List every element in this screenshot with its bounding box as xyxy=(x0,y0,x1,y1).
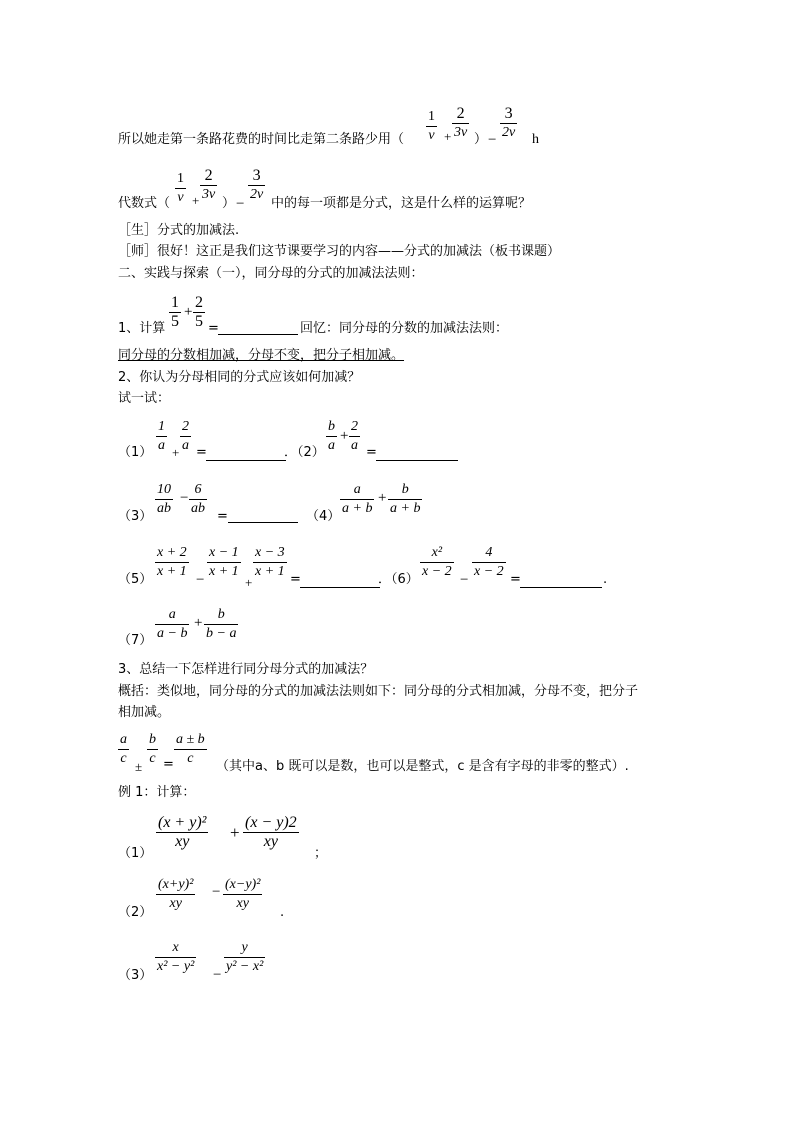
denominator: x − 2 xyxy=(474,564,504,579)
exercise-7-label: （7） xyxy=(118,633,153,648)
fraction xyxy=(349,418,360,455)
numerator: 3 xyxy=(504,105,513,122)
line2-prefix: 代数式（ xyxy=(118,196,171,211)
plus-sign: + xyxy=(194,615,203,631)
numerator: 10 xyxy=(157,482,171,497)
fraction xyxy=(180,418,191,455)
fraction xyxy=(388,481,422,518)
numerator: b xyxy=(328,419,335,434)
numerator: 6 xyxy=(194,482,202,497)
minus-sign: − xyxy=(236,196,245,212)
fraction xyxy=(156,876,195,913)
numerator: 3 xyxy=(252,167,261,184)
equals-sign: = xyxy=(208,321,219,336)
denominator: x + 1 xyxy=(209,564,239,579)
plus-sign: + xyxy=(230,823,240,842)
equals-sign: = xyxy=(196,445,207,460)
numerator: 2 xyxy=(456,105,465,122)
minus-sign: − xyxy=(180,490,189,506)
denominator: xy xyxy=(156,832,208,851)
fraction xyxy=(207,544,241,581)
minus-sign: − xyxy=(213,967,222,983)
numerator: 2 xyxy=(182,419,189,434)
exercise-4-label: （4） xyxy=(306,509,341,524)
numerator: b xyxy=(149,732,156,747)
numerator: y xyxy=(241,940,248,955)
plus-sign: + xyxy=(340,428,349,444)
denominator: c xyxy=(174,749,207,768)
numerator: (x−y)² xyxy=(225,877,261,892)
fraction xyxy=(243,814,299,851)
example-title: 例 1：计算： xyxy=(118,785,196,800)
numerator: (x − y)2 xyxy=(245,814,297,831)
item2-question: 2、你认为分母相同的分式应该如何加减？ xyxy=(118,370,361,385)
minus-sign: − xyxy=(488,132,497,148)
fraction-result xyxy=(174,731,207,768)
fraction-1-over-v xyxy=(175,170,186,207)
plus-sign: + xyxy=(245,575,253,590)
fraction-3-over-2v xyxy=(500,105,517,142)
denominator: x + 1 xyxy=(157,564,187,579)
numerator: 4 xyxy=(485,545,493,560)
numerator: x² xyxy=(431,545,443,560)
fraction xyxy=(156,418,167,455)
line1-text: 所以她走第一条路花费的时间比走第二条路少用（ xyxy=(118,132,405,147)
numerator: 1 xyxy=(428,109,435,124)
item3-question: 3、总结一下怎样进行同分母分式的加减法？ xyxy=(118,662,374,677)
minus-sign: − xyxy=(212,884,221,900)
denominator: c xyxy=(118,749,129,768)
numerator: (x + y)² xyxy=(158,814,207,831)
equals-sign: = xyxy=(290,572,301,587)
denominator: ab xyxy=(191,501,205,516)
numerator: b xyxy=(401,482,409,497)
numerator: x − 3 xyxy=(255,545,285,560)
plus-sign: + xyxy=(192,193,200,208)
denominator: 2v xyxy=(502,125,516,140)
summary-line-1: 概括：类似地，同分母的分式的加减法法则如下：同分母的分式相加减，分母不变，把分子 xyxy=(118,684,639,699)
semicolon: ； xyxy=(314,846,328,861)
fraction-a-over-c xyxy=(118,731,129,768)
plus-sign: + xyxy=(184,304,193,320)
numerator: x + 2 xyxy=(157,545,187,560)
denominator: a xyxy=(158,438,165,453)
plus-sign: + xyxy=(444,129,452,144)
numerator: 1 xyxy=(171,294,179,311)
equals-sign: = xyxy=(217,509,228,524)
numerator: a xyxy=(120,732,127,747)
example-1-label: （1） xyxy=(118,846,153,861)
teacher-line: ［师］很好！这正是我们这节课要学习的内容——分式的加减法（板书课题） xyxy=(118,244,561,259)
line1-close-paren: ） xyxy=(474,132,488,147)
fraction xyxy=(155,481,173,518)
fraction-2-over-3v xyxy=(200,167,217,204)
fraction-1-over-5 xyxy=(169,294,181,331)
unit-hours: h xyxy=(532,132,539,147)
fraction-2-over-3v xyxy=(452,105,469,142)
exercise-6-label: ．（6） xyxy=(378,572,419,587)
period: . xyxy=(603,572,608,587)
formula-note: （其中a、b 既可以是数，也可以是整式，c 是含有字母的非零的整式）. xyxy=(216,759,629,774)
denominator: v xyxy=(426,126,437,145)
fraction xyxy=(189,481,207,518)
denominator: c xyxy=(147,749,158,768)
denominator: a − b xyxy=(157,626,188,641)
denominator: xy xyxy=(156,894,195,913)
fraction xyxy=(204,606,238,643)
recall-text: 回忆：同分母的分数的加减法法则： xyxy=(300,321,509,336)
denominator: x − 2 xyxy=(422,564,452,579)
numerator: 1 xyxy=(177,171,184,186)
denominator: b − a xyxy=(206,626,237,641)
fraction-2-over-5 xyxy=(193,294,205,331)
denominator: 2v xyxy=(250,187,264,202)
plus-sign: + xyxy=(378,490,387,506)
fraction xyxy=(223,876,262,913)
summary-line-2: 相加减。 xyxy=(118,705,171,720)
fraction xyxy=(326,418,337,455)
fraction xyxy=(420,544,454,581)
numerator: a xyxy=(353,482,361,497)
item1-label: 1、计算 xyxy=(118,321,166,336)
numerator: a xyxy=(168,607,176,622)
denominator: a + b xyxy=(390,501,421,516)
numerator: (x+y)² xyxy=(158,877,194,892)
denominator: 3v xyxy=(454,125,468,140)
minus-sign: − xyxy=(196,572,205,588)
exercise-1-label: （1） xyxy=(118,445,153,460)
fraction xyxy=(155,606,189,643)
example-3-label: （3） xyxy=(118,968,153,983)
example-2-label: （2） xyxy=(118,905,153,920)
fraction xyxy=(472,544,506,581)
answer-blank[interactable] xyxy=(218,320,298,335)
numerator: b xyxy=(217,607,225,622)
denominator: a + b xyxy=(342,501,373,516)
numerator: x − 1 xyxy=(209,545,239,560)
plus-sign: + xyxy=(172,445,180,460)
numerator: 2 xyxy=(204,167,213,184)
answer-blank[interactable] xyxy=(228,508,298,523)
denominator: 5 xyxy=(195,313,203,330)
denominator: a xyxy=(328,438,335,453)
numerator: x xyxy=(172,940,179,955)
answer-blank[interactable] xyxy=(376,446,458,461)
numerator: 1 xyxy=(158,419,165,434)
denominator: a xyxy=(351,438,358,453)
denominator: xy xyxy=(243,832,299,851)
fraction xyxy=(155,544,189,581)
denominator: x + 1 xyxy=(255,564,285,579)
line2-suffix: 中的每一项都是分式，这是什么样的运算呢？ xyxy=(271,196,532,211)
answer-blank[interactable] xyxy=(206,446,286,461)
answer-blank[interactable] xyxy=(520,573,602,588)
fraction xyxy=(340,481,374,518)
section-heading: 二、实践与探索（一），同分母的分式的加减法法则： xyxy=(118,266,424,281)
try-it-label: 试一试： xyxy=(118,391,171,406)
fraction-3-over-2v xyxy=(248,167,265,204)
fraction xyxy=(253,544,287,581)
denominator: a xyxy=(182,438,189,453)
exercise-3-label: （3） xyxy=(118,509,153,524)
fraction xyxy=(156,814,208,851)
fraction-b-over-c xyxy=(147,731,158,768)
fraction xyxy=(155,939,196,976)
numerator: a ± b xyxy=(176,732,205,747)
equals-sign: = xyxy=(163,757,174,772)
denominator: v xyxy=(175,188,186,207)
denominator: y² − x² xyxy=(226,959,264,974)
denominator: 3v xyxy=(202,187,216,202)
line2-close-paren: ） xyxy=(222,196,236,211)
exercise-2-label: ．（2） xyxy=(284,445,325,460)
equals-sign: = xyxy=(510,572,521,587)
student-answer: ［生］分式的加减法. xyxy=(118,223,240,238)
fraction-1-over-v xyxy=(426,108,437,145)
answer-blank[interactable] xyxy=(300,573,380,588)
denominator: 5 xyxy=(171,313,179,330)
denominator: xy xyxy=(223,894,262,913)
plus-minus-sign: ± xyxy=(135,759,143,774)
denominator: x² − y² xyxy=(157,959,195,974)
exercise-5-label: （5） xyxy=(118,572,153,587)
equals-sign: = xyxy=(366,445,377,460)
period: . xyxy=(280,905,285,920)
numerator: 2 xyxy=(351,419,358,434)
fraction xyxy=(224,939,265,976)
minus-sign: − xyxy=(460,572,469,588)
numerator: 2 xyxy=(195,294,203,311)
denominator: ab xyxy=(157,501,171,516)
fraction-rule: 同分母的分数相加减，分母不变，把分子相加减。 xyxy=(118,348,405,363)
